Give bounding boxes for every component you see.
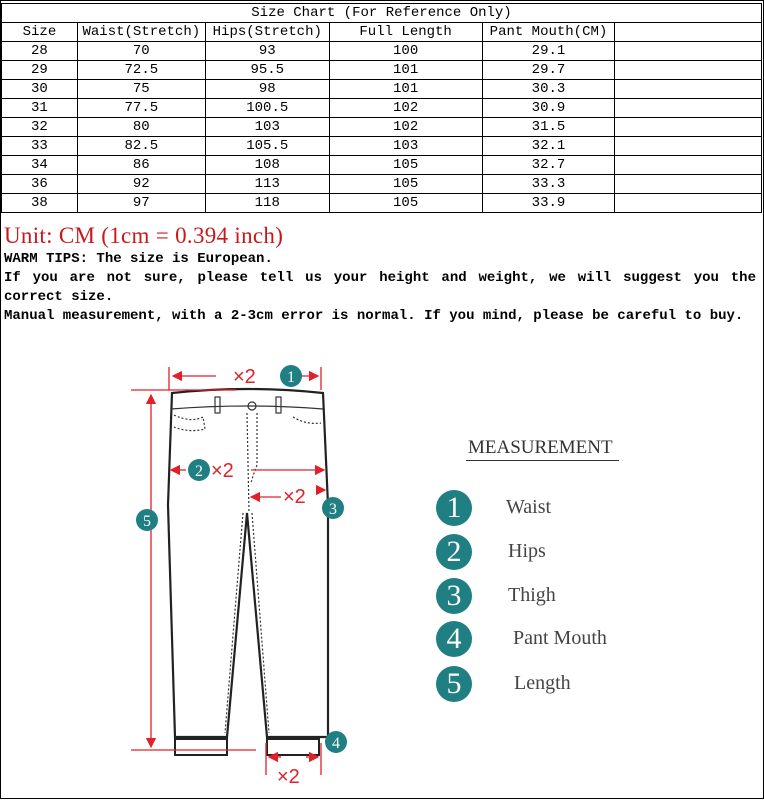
column-header: Pant Mouth(CM) <box>482 23 615 42</box>
unit-note: Unit: CM (1cm = 0.394 inch) <box>4 223 284 248</box>
table-cell: 105 <box>329 194 482 213</box>
table-cell: 82.5 <box>77 137 205 156</box>
manual-measurement-note: Manual measurement, with a 2-3cm error is normal. If you mind, please be careful to buy. <box>4 308 744 324</box>
table-cell: 29.1 <box>482 42 615 61</box>
marker-5-icon <box>136 509 158 531</box>
warm-tips-note: WARM TIPS: The size is European. <box>4 251 273 267</box>
table-cell: 77.5 <box>77 99 205 118</box>
legend-label: Waist <box>506 496 552 518</box>
table-cell: 100.5 <box>205 99 329 118</box>
table-cell: 30 <box>2 80 78 99</box>
table-row <box>2 156 762 175</box>
number-1-icon: 1 <box>436 490 472 526</box>
hips-multiplier-label: ×2 <box>211 460 234 482</box>
table-cell: 33 <box>2 137 78 156</box>
table-cell: 33.3 <box>482 175 615 194</box>
waist-multiplier-label: ×2 <box>233 366 256 388</box>
column-header: Size <box>2 23 78 42</box>
table-title: Size Chart (For Reference Only) <box>2 4 762 23</box>
marker-2-icon <box>188 459 210 481</box>
table-cell <box>615 80 762 99</box>
table-cell: 100 <box>329 42 482 61</box>
table-cell: 103 <box>329 137 482 156</box>
table-cell: 32 <box>2 118 78 137</box>
pant-mouth-multiplier-label: ×2 <box>277 766 300 788</box>
marker-3-icon <box>322 497 344 519</box>
column-header: Waist(Stretch) <box>77 23 205 42</box>
table-cell <box>615 156 762 175</box>
thigh-multiplier-label: ×2 <box>283 486 306 508</box>
notes-section <box>4 222 756 326</box>
legend-title: MEASUREMENT <box>466 437 619 461</box>
legend-item <box>436 666 666 704</box>
number-4-icon: 4 <box>436 621 472 657</box>
table-cell: 98 <box>205 80 329 99</box>
number-5-icon: 5 <box>436 666 472 702</box>
svg-text:3: 3 <box>329 501 337 518</box>
marker-4-icon <box>325 731 347 753</box>
column-header: Full Length <box>329 23 482 42</box>
table-header-row <box>2 23 762 42</box>
number-3-icon: 3 <box>436 578 472 614</box>
column-header <box>615 23 762 42</box>
table-cell <box>615 99 762 118</box>
table-body <box>2 42 762 213</box>
column-header: Hips(Stretch) <box>205 23 329 42</box>
table-cell: 28 <box>2 42 78 61</box>
table-cell: 108 <box>205 156 329 175</box>
table-cell: 118 <box>205 194 329 213</box>
table-cell: 101 <box>329 61 482 80</box>
table-cell: 31.5 <box>482 118 615 137</box>
svg-text:1: 1 <box>287 369 295 386</box>
table-cell: 113 <box>205 175 329 194</box>
table-cell: 32.1 <box>482 137 615 156</box>
table-cell: 102 <box>329 99 482 118</box>
table-cell: 33.9 <box>482 194 615 213</box>
table-cell <box>615 118 762 137</box>
table-row <box>2 194 762 213</box>
table-cell: 103 <box>205 118 329 137</box>
table-cell: 31 <box>2 99 78 118</box>
table-row <box>2 118 762 137</box>
table-cell <box>615 194 762 213</box>
table-cell: 75 <box>77 80 205 99</box>
legend-label: Pant Mouth <box>513 627 607 649</box>
table-cell: 97 <box>77 194 205 213</box>
legend-label: Hips <box>508 540 546 562</box>
table-cell: 70 <box>77 42 205 61</box>
table-cell: 34 <box>2 156 78 175</box>
table-cell: 32.7 <box>482 156 615 175</box>
table-cell: 93 <box>205 42 329 61</box>
table-cell <box>615 42 762 61</box>
table-cell: 30.9 <box>482 99 615 118</box>
table-cell <box>615 137 762 156</box>
table-cell: 102 <box>329 118 482 137</box>
table-row <box>2 99 762 118</box>
table-cell: 105.5 <box>205 137 329 156</box>
table-cell: 101 <box>329 80 482 99</box>
legend-item <box>436 621 666 659</box>
table-row <box>2 80 762 99</box>
table-title-row <box>2 4 762 23</box>
table-row <box>2 61 762 80</box>
number-2-icon: 2 <box>436 534 472 570</box>
table-cell: 72.5 <box>77 61 205 80</box>
table-cell: 95.5 <box>205 61 329 80</box>
table-row <box>2 137 762 156</box>
svg-text:4: 4 <box>332 735 340 752</box>
table-row <box>2 175 762 194</box>
size-suggestion-note: If you are not sure, please tell us your height and weight, we will suggest you the correct size. <box>4 270 756 305</box>
table-cell: 36 <box>2 175 78 194</box>
table-cell: 38 <box>2 194 78 213</box>
svg-text:2: 2 <box>195 463 203 480</box>
marker-1-icon <box>280 365 302 387</box>
table-cell: 30.3 <box>482 80 615 99</box>
table-cell: 29.7 <box>482 61 615 80</box>
table-row <box>2 42 762 61</box>
table-cell: 86 <box>77 156 205 175</box>
table-cell <box>615 61 762 80</box>
legend-item <box>436 490 666 528</box>
table-cell: 105 <box>329 156 482 175</box>
table-cell: 29 <box>2 61 78 80</box>
legend-label: Length <box>514 672 571 694</box>
svg-text:5: 5 <box>143 513 151 530</box>
size-chart-table <box>1 3 762 213</box>
table-cell: 80 <box>77 118 205 137</box>
legend-label: Thigh <box>508 584 556 606</box>
table-cell: 92 <box>77 175 205 194</box>
table-cell: 105 <box>329 175 482 194</box>
legend-item <box>436 534 666 572</box>
legend-item <box>436 578 666 616</box>
table-cell <box>615 175 762 194</box>
